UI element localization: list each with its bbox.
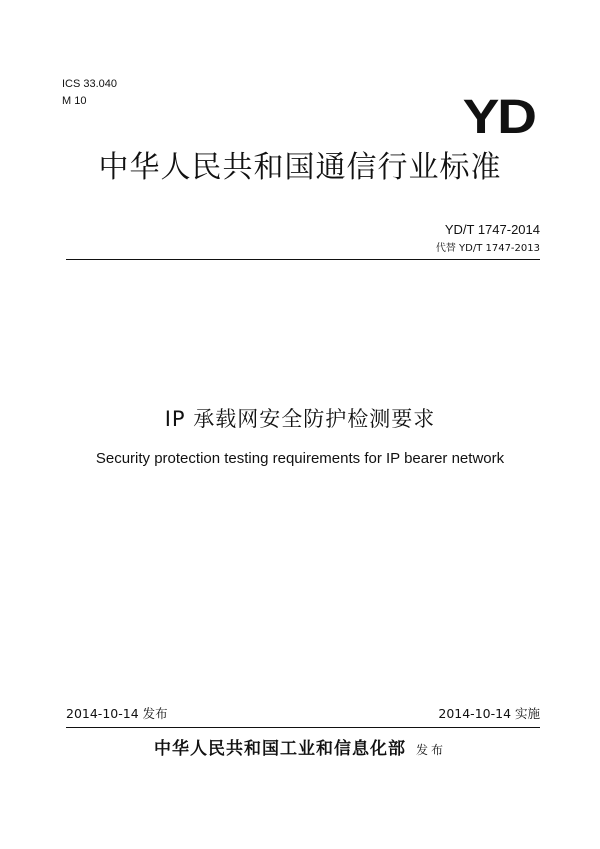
issuer-name: 中华人民共和国工业和信息化部 bbox=[153, 739, 406, 759]
yd-logo: YD bbox=[462, 91, 535, 144]
publish-date: 2014-10-14 发布 bbox=[66, 706, 168, 721]
classification-code: M 10 bbox=[62, 95, 87, 107]
bottom-divider bbox=[66, 727, 540, 728]
issuer-line bbox=[0, 738, 600, 761]
top-divider bbox=[66, 259, 540, 260]
document-number: YD/T 1747-2014 bbox=[444, 222, 540, 237]
standard-category-title: 中华人民共和国通信行业标准 bbox=[98, 150, 502, 185]
ics-code: ICS 33.040 bbox=[62, 78, 118, 90]
document-title-chinese: IP 承载网安全防护检测要求 bbox=[164, 407, 436, 431]
implement-date: 2014-10-14 实施 bbox=[438, 706, 540, 721]
document-title-english: Security protection testing requirements for IP bearer network bbox=[95, 450, 505, 467]
replaces-note: 代替 YD/T 1747-2013 bbox=[435, 243, 540, 254]
issue-label: 发布 bbox=[415, 743, 446, 757]
